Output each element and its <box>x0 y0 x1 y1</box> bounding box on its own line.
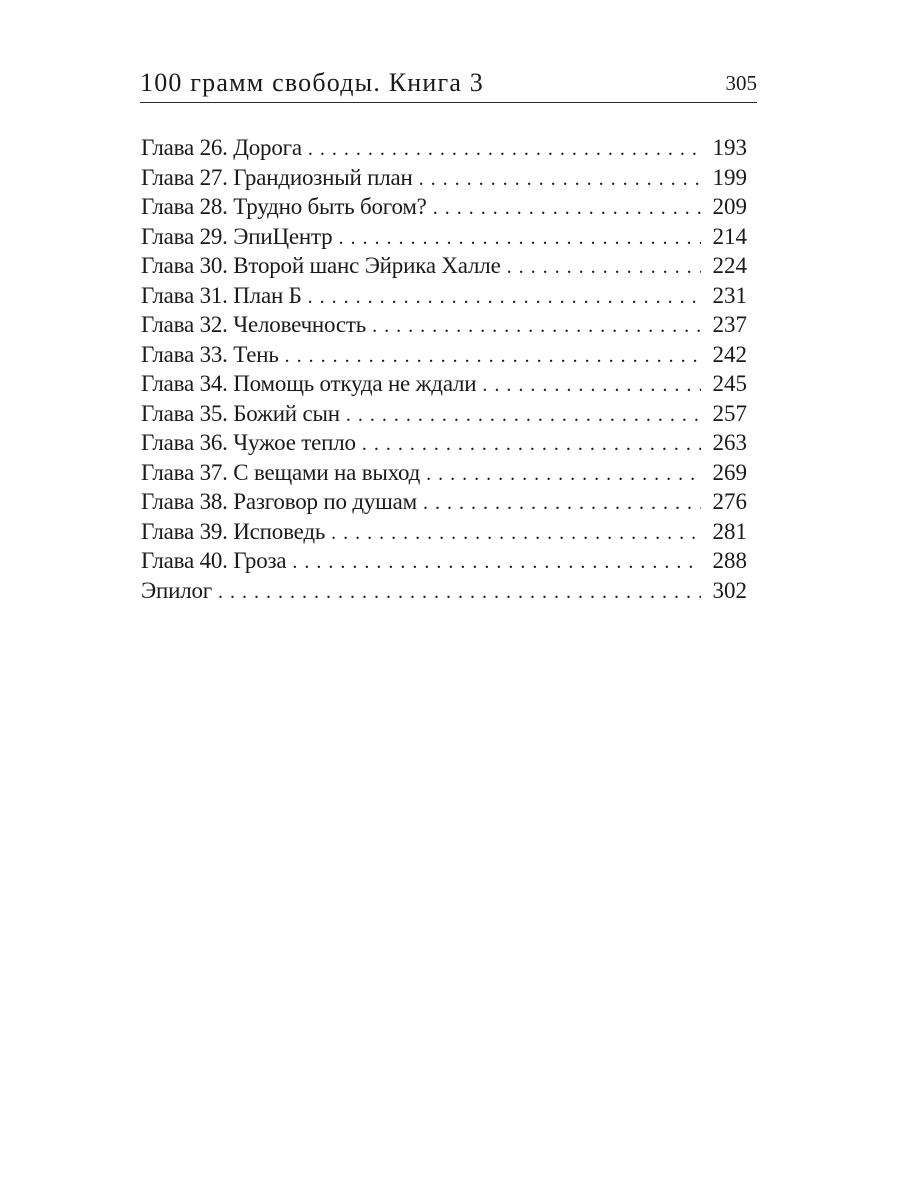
table-of-contents <box>141 133 747 605</box>
toc-entry-page: 281 <box>712 518 747 544</box>
toc-entry-title: Глава 32. Человечность <box>141 312 367 337</box>
toc-entry-title: Глава 39. Исповедь <box>141 518 326 544</box>
toc-dot-leader <box>346 401 701 431</box>
toc-entry-title: Глава 34. Помощь откуда не ждали <box>141 371 477 396</box>
page-number: 305 <box>725 71 757 95</box>
toc-dot-leader <box>423 489 701 519</box>
toc-entry-page: 263 <box>712 430 747 455</box>
toc-entry-title: Глава 38. Разговор по душам <box>141 489 418 514</box>
toc-dot-leader <box>338 224 701 254</box>
toc-entry[interactable] <box>141 546 747 576</box>
toc-entry-page: 269 <box>712 459 747 485</box>
toc-dot-leader <box>308 135 701 165</box>
running-header <box>140 66 757 103</box>
toc-dot-leader <box>372 312 701 342</box>
toc-entry-title: Глава 29. ЭпиЦентр <box>141 223 333 249</box>
running-title: 100 грамм свободы. Книга 3 <box>140 68 484 97</box>
toc-entry-page: 257 <box>712 400 747 426</box>
toc-entry-title: Глава 35. Божий сын <box>141 400 340 426</box>
toc-entry-page: 245 <box>712 371 747 396</box>
toc-entry[interactable] <box>141 340 747 370</box>
toc-dot-leader <box>426 460 701 490</box>
toc-entry-page: 193 <box>712 135 747 160</box>
toc-entry-page: 214 <box>712 223 747 249</box>
toc-entry-title: Глава 36. Чужое тепло <box>141 430 356 455</box>
toc-dot-leader <box>218 578 701 608</box>
toc-entry-title: Глава 26. Дорога <box>141 135 302 160</box>
toc-entry-page: 199 <box>712 164 747 190</box>
toc-entry[interactable] <box>141 222 747 252</box>
toc-entry[interactable] <box>141 399 747 429</box>
toc-dot-leader <box>482 371 701 401</box>
toc-entry-title: Глава 33. Тень <box>141 341 279 367</box>
toc-entry-page: 209 <box>712 194 747 219</box>
toc-entry[interactable] <box>141 133 747 163</box>
toc-entry-page: 237 <box>712 312 747 337</box>
toc-entry-title: Глава 40. Гроза <box>141 548 287 573</box>
toc-entry[interactable] <box>141 281 747 311</box>
toc-dot-leader <box>419 165 701 195</box>
toc-entry[interactable] <box>141 458 747 488</box>
toc-entry-title: Глава 37. С вещами на выход <box>141 459 421 485</box>
toc-entry[interactable] <box>141 310 747 340</box>
toc-entry-page: 276 <box>712 489 747 514</box>
toc-entry[interactable] <box>141 487 747 517</box>
toc-entry[interactable] <box>141 369 747 399</box>
toc-dot-leader <box>362 430 701 460</box>
toc-entry-page: 242 <box>712 341 747 367</box>
toc-dot-leader <box>507 253 701 283</box>
toc-entry[interactable] <box>141 163 747 193</box>
toc-entry[interactable] <box>141 251 747 281</box>
toc-entry[interactable] <box>141 428 747 458</box>
toc-entry-title: Глава 27. Грандиозный план <box>141 164 413 190</box>
toc-entry-page: 224 <box>712 253 747 278</box>
toc-entry[interactable] <box>141 576 747 606</box>
toc-entry-page: 231 <box>712 282 747 308</box>
toc-entry-title: Глава 31. План Б <box>141 282 302 308</box>
toc-dot-leader <box>292 548 701 578</box>
toc-entry-title: Глава 28. Трудно быть богом? <box>141 194 427 219</box>
toc-dot-leader <box>331 519 701 549</box>
toc-entry[interactable] <box>141 192 747 222</box>
toc-entry-page: 302 <box>712 577 747 603</box>
toc-entry-title: Эпилог <box>141 577 213 603</box>
toc-entry-page: 288 <box>712 548 747 573</box>
toc-dot-leader <box>285 342 701 372</box>
toc-dot-leader <box>433 194 701 224</box>
toc-entry-title: Глава 30. Второй шанс Эйрика Халле <box>141 253 501 278</box>
toc-dot-leader <box>308 283 701 313</box>
toc-entry[interactable] <box>141 517 747 547</box>
